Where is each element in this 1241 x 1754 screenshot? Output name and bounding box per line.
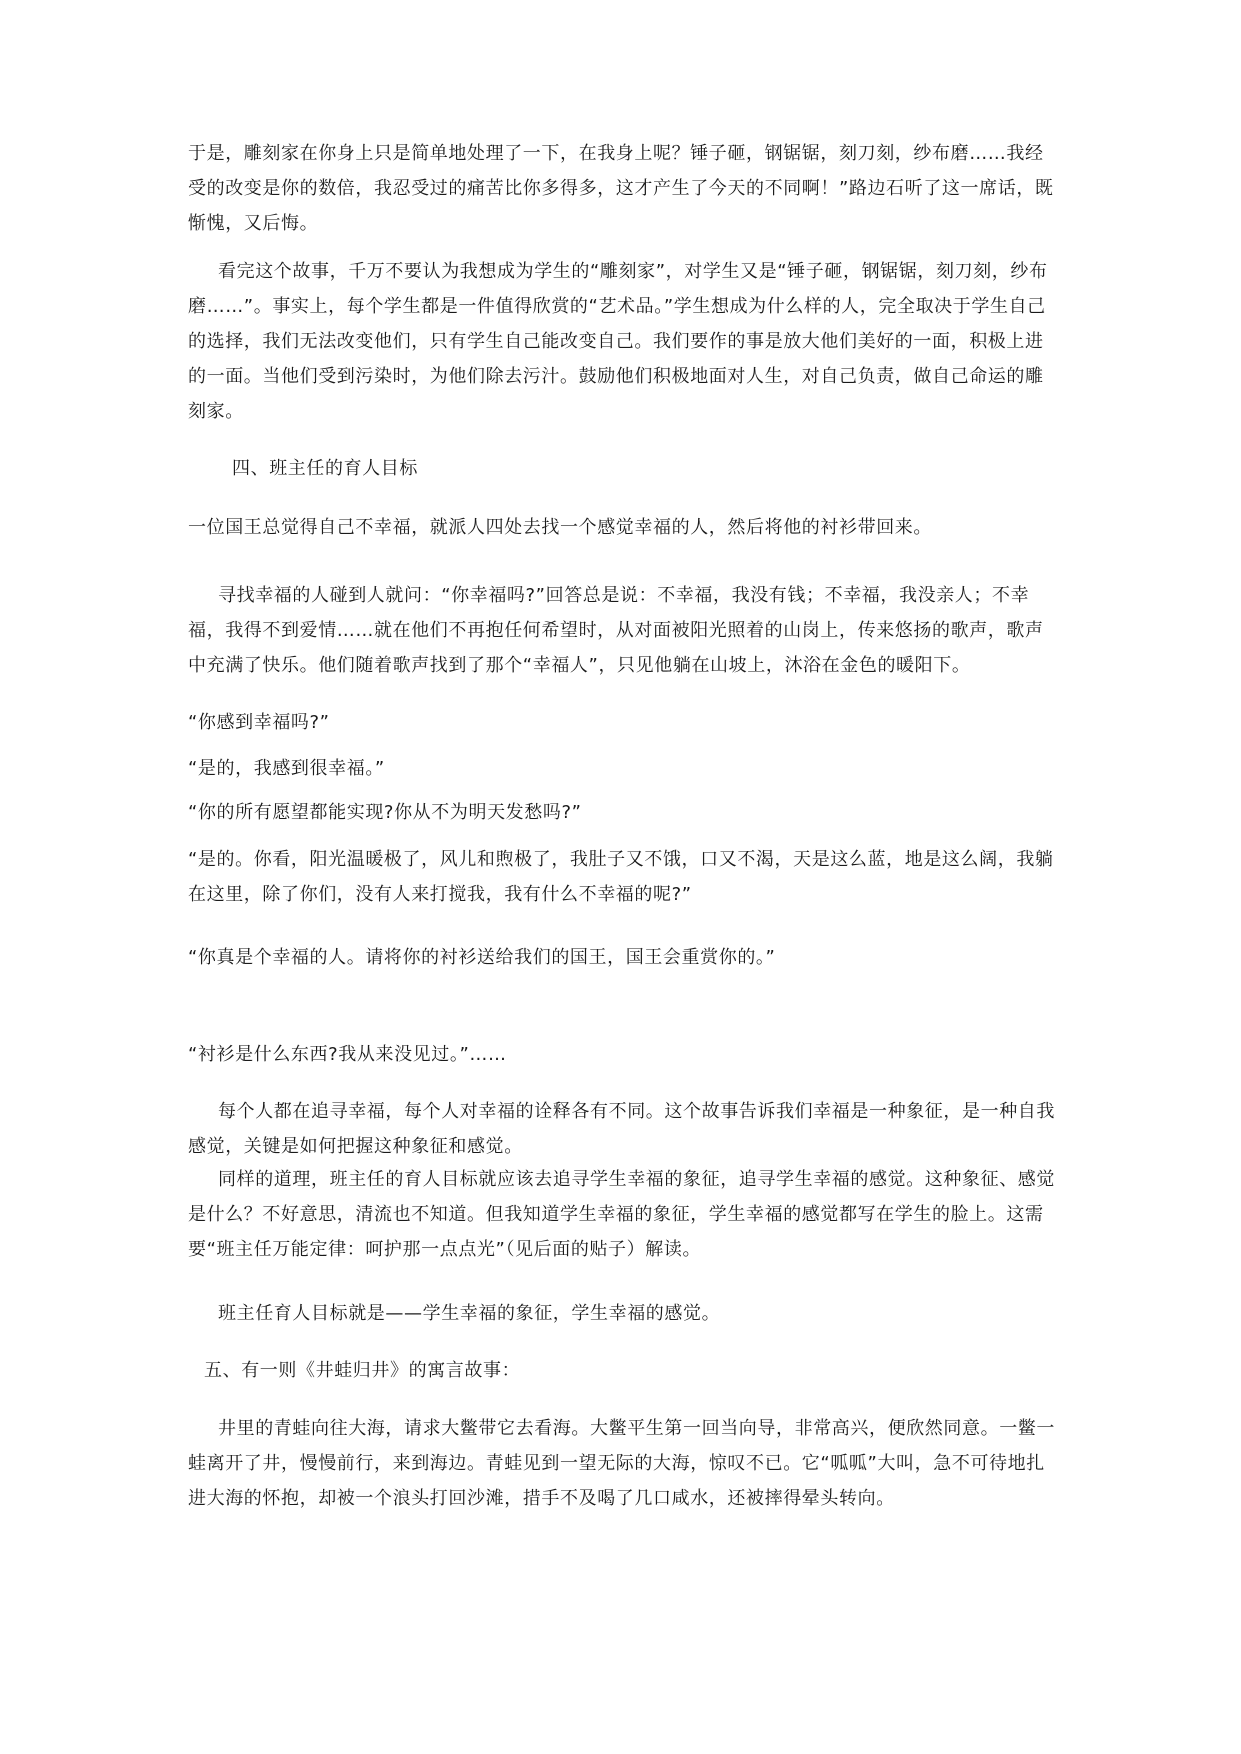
section-heading-4: 四、班主任的育人目标	[232, 458, 418, 479]
dialogue-line-4: “是的。你看，阳光温暖极了，风儿和煦极了，我肚子又不饿，口又不渴，天是这么蓝，地是这么阔，我躺在这里，除了你们，没有人来打搅我，我有什么不幸福的呢?”	[188, 849, 1054, 905]
paragraph-king-story-intro: 一位国王总觉得自己不幸福，就派人四处去找一个感觉幸福的人，然后将他的衬衫带回来。	[188, 517, 932, 538]
dialogue-line-3: “你的所有愿望都能实现?你从不为明天发愁吗?”	[188, 802, 582, 823]
section-heading-5: 五、有一则《井蛙归井》的寓言故事：	[204, 1360, 521, 1381]
paragraph-story-reflection: 看完这个故事，千万不要认为我想成为学生的“雕刻家”，对学生又是“锤子砸，钢锯锯，刻刀刻，纱布磨……”。事实上，每个学生都是一件值得欣赏的“艺术品。”学生想成为什么样的人，完全取决于学生自己的选择，我们无法改变他们，只有学生自己能改变自己。我们要作的事是放大他们美好的一面，积极上进的一面。当他们受到污染时，为他们除去污汁。鼓励他们积极地面对人生，对自己负责，做自己命运的雕刻家。	[188, 261, 1048, 422]
dialogue-line-2: “是的，我感到很幸福。”	[188, 758, 385, 779]
paragraph-goal-summary: 班主任育人目标就是——学生幸福的象征，学生幸福的感觉。	[218, 1303, 721, 1324]
dialogue-line-5: “你真是个幸福的人。请将你的衬衫送给我们的国王，国王会重赏你的。”	[188, 947, 776, 968]
paragraph-search-happiness: 寻找幸福的人碰到人就问：“你幸福吗?”回答总是说：不幸福，我没有钱；不幸福，我没亲人；不幸福，我得不到爱情……就在他们不再抱任何希望时，从对面被阳光照着的山岗上，传来悠扬的歌声，歌声中充满了快乐。他们随着歌声找到了那个“幸福人”，只见他躺在山坡上，沐浴在金色的暖阳下。	[188, 585, 1044, 676]
paragraph-well-frog-story: 井里的青蛙向往大海，请求大鳖带它去看海。大鳖平生第一回当向导，非常高兴，便欣然同意。一鳖一蛙离开了井，慢慢前行，来到海边。青蛙见到一望无际的大海，惊叹不已。它“呱呱”大叫，急不可待地扎进大海的怀抱，却被一个浪头打回沙滩，措手不及喝了几口咸水，还被摔得晕头转向。	[188, 1418, 1055, 1509]
dialogue-line-6: “衬衫是什么东西?我从来没见过。”……	[188, 1044, 507, 1065]
paragraph-sculptor-ending: 于是，雕刻家在你身上只是简单地处理了一下，在我身上呢？锤子砸，钢锯锯，刻刀刻，纱布磨……我经受的改变是你的数倍，我忍受过的痛苦比你多得多，这才产生了今天的不同啊！”路边石听了这一席话，既惭愧，又后悔。	[188, 143, 1054, 234]
paragraph-happiness-meaning: 每个人都在追寻幸福，每个人对幸福的诠释各有不同。这个故事告诉我们幸福是一种象征，是一种自我感觉，关键是如何把握这种象征和感觉。	[188, 1101, 1055, 1157]
paragraph-teacher-goal: 同样的道理，班主任的育人目标就应该去追寻学生幸福的象征，追寻学生幸福的感觉。这种象征、感觉是什么？不好意思，清流也不知道。但我知道学生幸福的象征，学生幸福的感觉都写在学生的脸上。这需要“班主任万能定律：呵护那一点点光”（见后面的贴子）解读。	[188, 1169, 1055, 1260]
dialogue-line-1: “你感到幸福吗?”	[188, 712, 330, 733]
